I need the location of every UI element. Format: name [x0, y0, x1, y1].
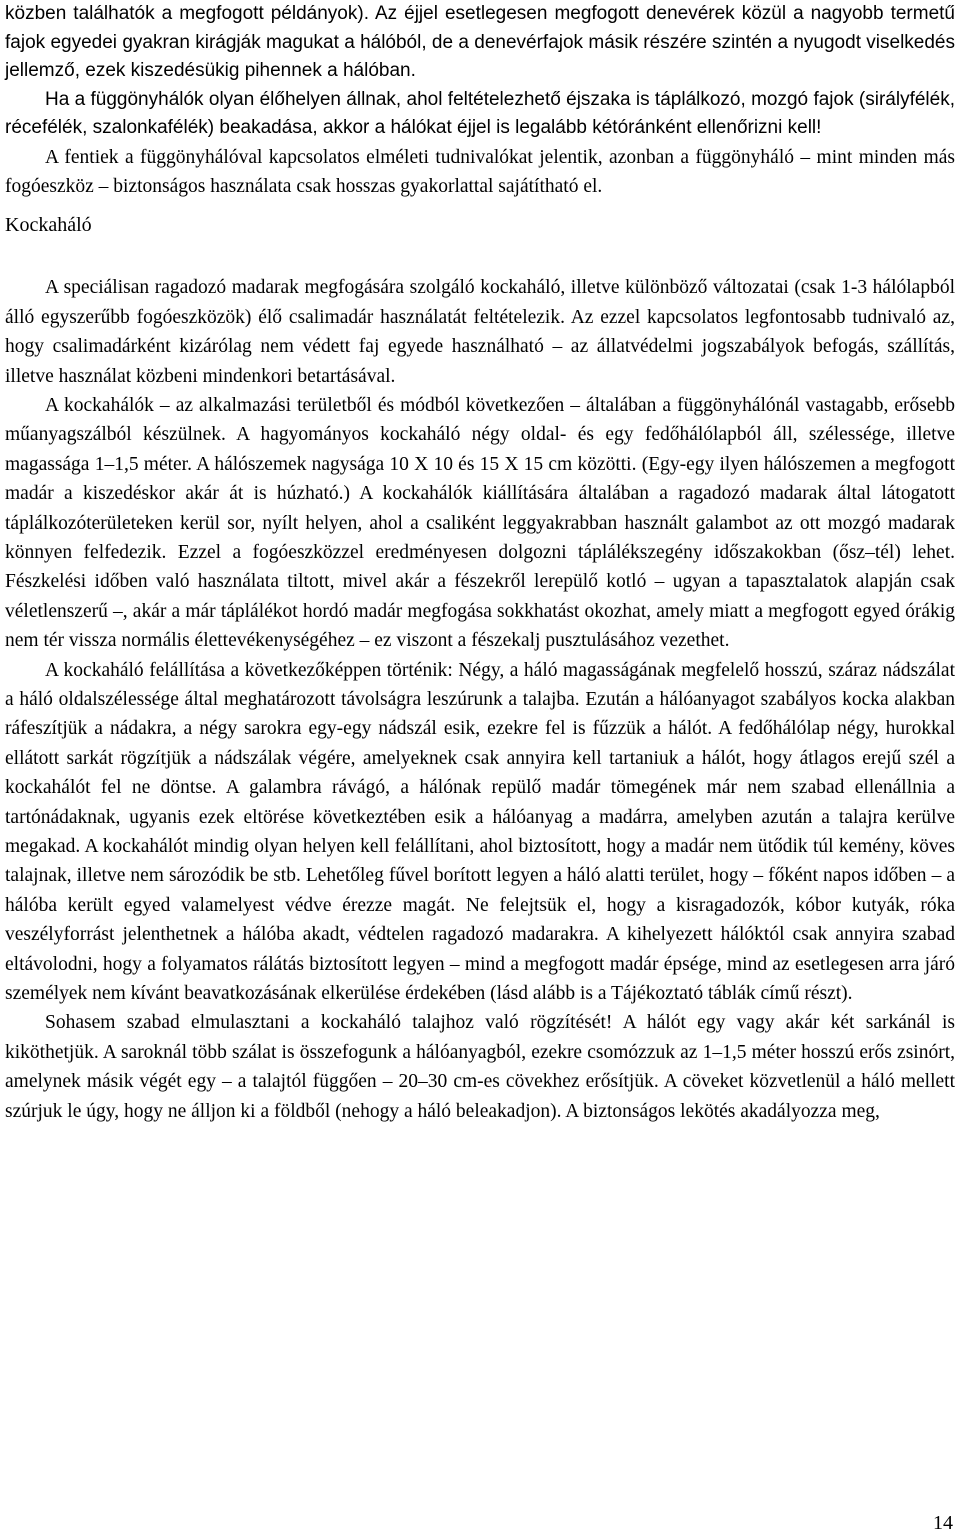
spacer [5, 237, 955, 273]
paragraph-cage-net-material: A kockahálók – az alkalmazási területből és módból következően – általában a függönyhálónál vastagabb, erősebb műanyagszálból készülnek. A hagyományos kockaháló négy oldal- és egy fedőhálólapból áll, szélessége, illetve magassága 1–1,5 méter. A hálószemek nagysága 10 X 10 és 15 X 15 cm közötti. (Egy-egy ilyen hálószemen a megfogott madár a kiszedéskor akár át is húzható.) A kockahálók kiállítására általában a ragadozó madarak által látogatott táplálkozóterületeken kerül sor, nyílt helyen, ahol a csaliként leggyakrabban használt galambot az ott mozgó madarak könnyen felfedezik. Ezzel a fogóeszközzel eredményesen dolgozni táplálékszegény időszakokban (ősz–tél) lehet. Fészkelési időben való használata tiltott, mivel akár a fészekről lerepülő kotló – ugyan a tapasztalatok alapján csak véletlenszerű –, akár a már táplálékot hordó madár megfogása sokkhatást okozhat, amely miatt a megfogott egyed órákig nem tér vissza normális élettevékenységéhez – ez viszont a fészekalj pusztulásához vezethet. [5, 394, 955, 652]
page-number: 14 [933, 1512, 953, 1534]
paragraph-night-check: Ha a függönyhálók olyan élőhelyen állnak, ahol feltételezhető éjszaka is táplálkozó, mozgó fajok (sirályfélék, récefélék, szalonkafélék) beakadása, akkor a hálókat éjjel is legalább kétóránként ellenőrizni kell! [5, 88, 955, 138]
section-heading-kockahalo: Kockaháló [5, 214, 92, 237]
paragraph-bats: közben találhatók a megfogott példányok). Az éjjel esetlegesen megfogott denevérek közül a nagyobb termetű fajok egyedei gyakran kirágják magukat a hálóból, de a denevérfajok másik részére szintén a nyugodt viselkedés jellemző, ezek kiszedésükig pihennek a hálóban. [5, 3, 955, 81]
paragraph-bait-bird: A speciálisan ragadozó madarak megfogására szolgáló kockaháló, illetve különböző változatai (csak 1-3 hálólapból álló egyszerűbb fogóeszközök) élő csalimadár használatát feltételezik. Az ezzel kapcsolatos legfontosabb tudnivaló az, hogy csalimadárként kizárólag nem védett faj egyede használható – az állatvédelmi jogszabályok befogás, szállítás, illetve használat közbeni mindenkori betartásával. [5, 277, 955, 387]
paragraph-curtain-net-summary: A fentiek a függönyhálóval kapcsolatos elméleti tudnivalókat jelentik, azonban a függönyháló – mint minden más fogóeszköz – biztonságos használata csak hosszas gyakorlattal sajátítható el. [5, 146, 955, 197]
paragraph-anchoring: Sohasem szabad elmulasztani a kockaháló talajhoz való rögzítését! A hálót egy vagy akár két sarkánál is kiköthetjük. A saroknál több szálat is összefogunk a hálóanyagból, ezekre csomózzuk az 1–1,5 méter hosszú erős zsinórt, amelynek másik végét egy – a talajtól függően – 20–30 cm-es cövekhez erősítjük. A cöveket közvetlenül a háló mellett szúrjuk le úgy, hogy ne álljon ki a földből (nehogy a háló beleakadjon). A biztonságos lekötés akadályozza meg, [5, 1012, 955, 1122]
document-page [5, 0, 955, 1126]
paragraph-cage-net-setup: A kockaháló felállítása a következőképpen történik: Négy, a háló magasságának megfelelő hosszú, száraz nádszálat a háló oldalszélessége által meghatározott távolságra leszúrunk a talajba. Ezután a hálóanyagot szabályos kocka alakban ráfeszítjük a nádakra, a négy sarokra egy-egy nádszál esik, ezekre fel is fűzzük a hálót. A fedőhálólap négy, hurokkal ellátott sarkát rögzítjük a nádszálak végére, amelyeknek csak annyira kell tartaniuk a hálót, hogy átlagos erejű szél a kockahálót fel ne döntse. A galambra rávágó, a hálónak repülő madár tömegének már nem szabad ellenállnia a tartónádaknak, ugyanis ezek eltörése következtében esik a hálóanyag a madárra, amelyben azután a talajra kerülve megakad. A kockahálót mindig olyan helyen kell felállítani, ahol biztosított, hogy a madár nem ütődik túl kemény, köves talajnak, illetve nem sározódik be stb. Lehetőleg fűvel borított legyen a háló alatti terület, hogy – főként napos időben – a hálóba került egyed valamelyest védve érezze magát. Ne felejtsük el, hogy a kisragadozók, kóbor kutyák, róka veszélyforrást jelenthetnek a hálóba akadt, védtelen ragadozó madarakra. A kihelyezett hálóktól csak annyira szabad eltávolodni, hogy a folyamatos rálátás biztosított legyen – mind a megfogott madár épsége, mind az esetlegesen arra járó személyek nem kívánt beavatkozásának elkerülése érdekében (lásd alább is a Tájékoztató táblák című részt). [5, 659, 955, 1005]
